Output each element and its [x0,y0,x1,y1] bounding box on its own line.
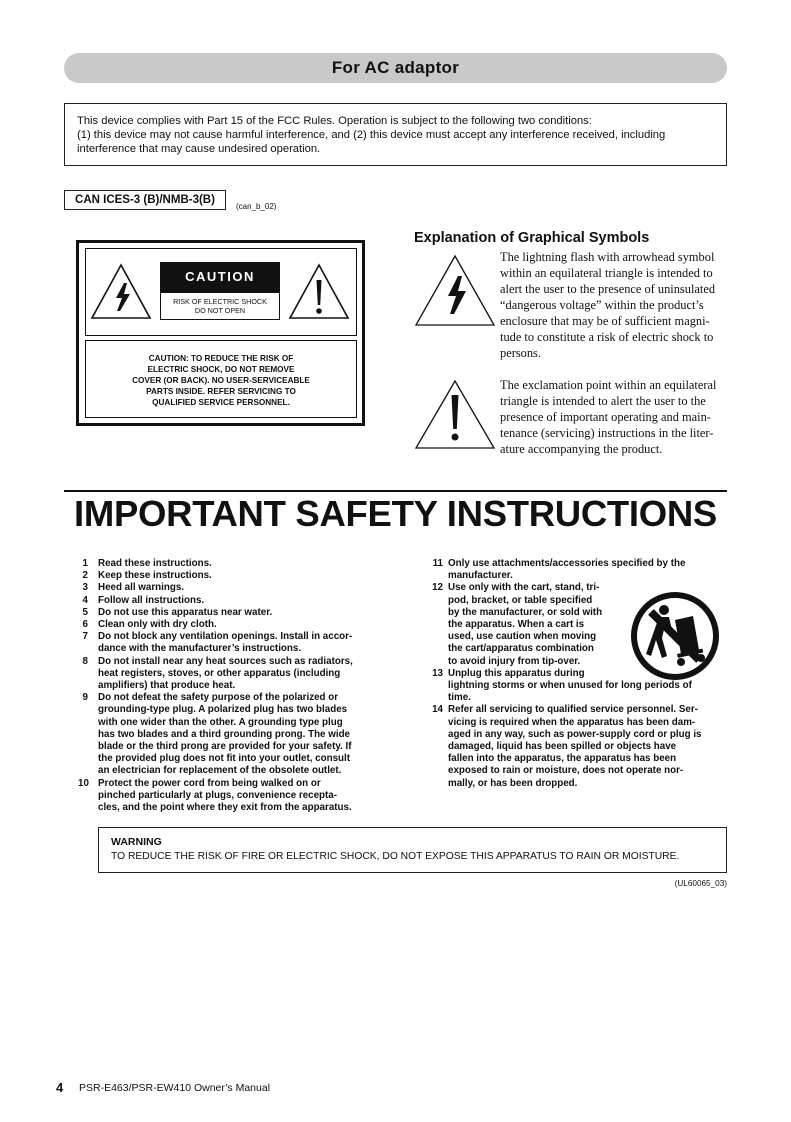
instruction-number: 14 [432,704,443,716]
explanation-line: persons. [500,346,541,360]
ices-code: (can_b_02) [236,202,277,211]
fcc-statement-box [64,103,727,166]
warning-box [98,827,727,873]
instruction-text [98,558,378,570]
instruction-line: Do not use this apparatus near water. [98,606,273,618]
caution-text-line: COVER (OR BACK). NO USER-SERVICEABLE [132,376,310,385]
instruction-text [98,607,378,619]
instruction-text [448,704,728,789]
section-header: For AC adaptor [64,53,727,83]
exclamation-triangle-icon [287,261,351,321]
instruction-text [98,582,378,594]
instruction-line: cles, and the point where they exit from the apparatus. [98,802,352,814]
instruction-item [428,558,728,582]
caution-text-line: ELECTRIC SHOCK, DO NOT REMOVE [147,365,295,374]
instruction-number: 7 [82,631,88,643]
instruction-line: Do not block any ventilation openings. Install in accor- [98,631,353,643]
instruction-line: Only use attachments/accessories specified by the [448,558,686,569]
instruction-line: Heed all warnings. [98,582,185,594]
instruction-line: pod, bracket, or table specified [448,594,593,606]
instruction-line: Keep these instructions. [98,570,212,582]
instruction-line: with one wider than the other. A grounding type plug [98,716,343,728]
instruction-line: time. [448,692,471,704]
instruction-line: to avoid injury from tip-over. [448,655,581,667]
lightning-explanation [500,249,726,361]
instruction-number: 3 [82,582,88,594]
manual-title: PSR-E463/PSR-EW410 Owner’s Manual [79,1082,271,1094]
instruction-number: 13 [432,667,443,679]
instruction-item [78,631,378,655]
caution-sub-line: RISK OF ELECTRIC SHOCK [173,297,267,306]
instruction-line: mally, or has been dropped. [448,777,578,789]
warning-text: TO REDUCE THE RISK OF FIRE OR ELECTRIC SHOCK, DO NOT EXPOSE THIS APPARATUS TO RAIN OR MOISTURE. [111,851,680,862]
instruction-line: lightning storms or when unused for long periods of [448,680,692,692]
explanation-line: tude to constitute a risk of electric shock to [500,330,714,344]
instruction-line: used, use caution when moving [448,631,597,643]
instruction-text [98,570,378,582]
caution-sub-line: DO NOT OPEN [194,306,246,315]
instruction-line: pinched particularly at plugs, convenience recepta- [98,789,338,801]
instruction-number: 11 [432,558,443,569]
instruction-number: 10 [78,777,89,789]
lightning-triangle-icon [413,252,497,328]
instruction-number: 8 [82,655,88,667]
explanation-line: “dangerous voltage” within the product’s [500,298,704,312]
instruction-line: Do not install near any heat sources such as radiators, [98,655,353,667]
instruction-number: 4 [82,594,88,606]
instruction-line: Do not defeat the safety purpose of the polarized or [98,692,339,704]
explanation-line: The lightning flash with arrowhead symbol [500,250,715,264]
explanation-line: within an equilateral triangle is intended to [500,266,713,280]
page-number: 4 [56,1080,64,1095]
instructions-left-column [78,558,378,814]
caution-subtitle [160,292,280,320]
instruction-line: Clean only with dry cloth. [98,619,217,631]
instruction-line: dance with the manufacturer’s instructions. [98,643,302,655]
caution-text [110,353,332,408]
explanation-line: The exclamation point within an equilateral [500,378,717,392]
ices-label: CAN ICES-3 (B)/NMB-3(B) [64,190,226,210]
explanation-line: enclosure that may be of sufficient magni- [500,314,710,328]
ul-code: (UL60065_03) [674,879,727,888]
instruction-line: damaged, liquid has been spilled or objects have [448,741,677,753]
fcc-line: This device complies with Part 15 of the FCC Rules. Operation is subject to the following two conditions: [77,115,592,127]
instruction-number: 12 [432,582,443,594]
instruction-item [78,607,378,619]
instruction-line: the apparatus. When a cart is [448,619,585,631]
fcc-line: interference that may cause undesired operation. [77,143,321,155]
instruction-line: Use only with the cart, stand, tri- [448,582,600,594]
instruction-line: Follow all instructions. [98,594,205,606]
instruction-line: by the manufacturer, or sold with [448,606,603,618]
caution-text-line: CAUTION: TO REDUCE THE RISK OF [148,354,294,363]
instruction-text [98,595,378,607]
instruction-item [78,582,378,594]
fcc-line: (1) this device may not cause harmful interference, and (2) this device must accept any interference received, including [77,129,666,141]
instruction-text [448,582,632,667]
instruction-item [78,595,378,607]
instruction-text [98,692,378,777]
instruction-text [98,778,378,815]
warning-title: WARNING [111,836,162,848]
lightning-triangle-icon [89,261,153,321]
instruction-line: the provided plug does not fit into your outlet, consult [98,753,350,765]
caution-title: CAUTION [160,262,280,292]
instruction-line: has two blades and a third grounding prong. The wide [98,728,351,740]
instruction-line: an electrician for replacement of the obsolete outlet. [98,765,342,777]
instruction-number: 6 [82,619,88,631]
instruction-item [78,619,378,631]
instruction-text [98,619,378,631]
explanation-line: tenance (servicing) instructions in the liter- [500,426,714,440]
explanation-line: ature accompanying the product. [500,442,663,456]
caution-text-line: QUALIFIED SERVICE PERSONNEL. [152,398,290,407]
instruction-number: 5 [82,606,88,618]
cart-tipover-icon [629,590,721,682]
instruction-line: grounding-type plug. A polarized plug has two blades [98,704,348,716]
instruction-line: manufacturer. [448,570,513,582]
instruction-number: 2 [82,570,88,582]
explanation-line: presence of important operating and main- [500,410,711,424]
instruction-line: heat registers, stoves, or other apparatus (including [98,667,341,679]
explanation-line: triangle is intended to alert the user to the [500,394,706,408]
instruction-line: Unplug this apparatus during [448,667,585,679]
instruction-line: fallen into the apparatus, the apparatus has been [448,753,677,765]
instruction-line: Refer all servicing to qualified service personnel. Ser- [448,704,698,716]
instruction-item [428,704,728,789]
instruction-item [78,558,378,570]
instruction-line: the cart/apparatus combination [448,643,594,655]
instruction-line: blade or the third prong are provided for your safety. If [98,741,352,753]
exclamation-triangle-icon [413,377,497,451]
explanation-title: Explanation of Graphical Symbols [414,230,650,246]
instruction-line: Protect the power cord from being walked on or [98,777,321,789]
page-title: IMPORTANT SAFETY INSTRUCTIONS [74,493,717,534]
explanation-line: alert the user to the presence of uninsulated [500,282,716,296]
instruction-text [98,631,378,655]
instruction-item [78,656,378,693]
instruction-line: exposed to rain or moisture, does not operate nor- [448,765,684,777]
exclamation-explanation [500,377,726,457]
instruction-text [98,656,378,693]
instruction-number: 1 [82,558,88,569]
instruction-line: Read these instructions. [98,558,212,569]
instruction-line: vicing is required when the apparatus has been dam- [448,716,696,728]
instruction-text [448,558,728,582]
caution-text-line: PARTS INSIDE. REFER SERVICING TO [146,387,296,396]
instruction-line: aged in any way, such as power-supply cord or plug is [448,728,702,740]
instruction-item [78,692,378,777]
instruction-number: 9 [82,692,88,704]
instruction-item [78,570,378,582]
instruction-item [78,778,378,815]
instruction-line: amplifiers) that produce heat. [98,680,236,692]
